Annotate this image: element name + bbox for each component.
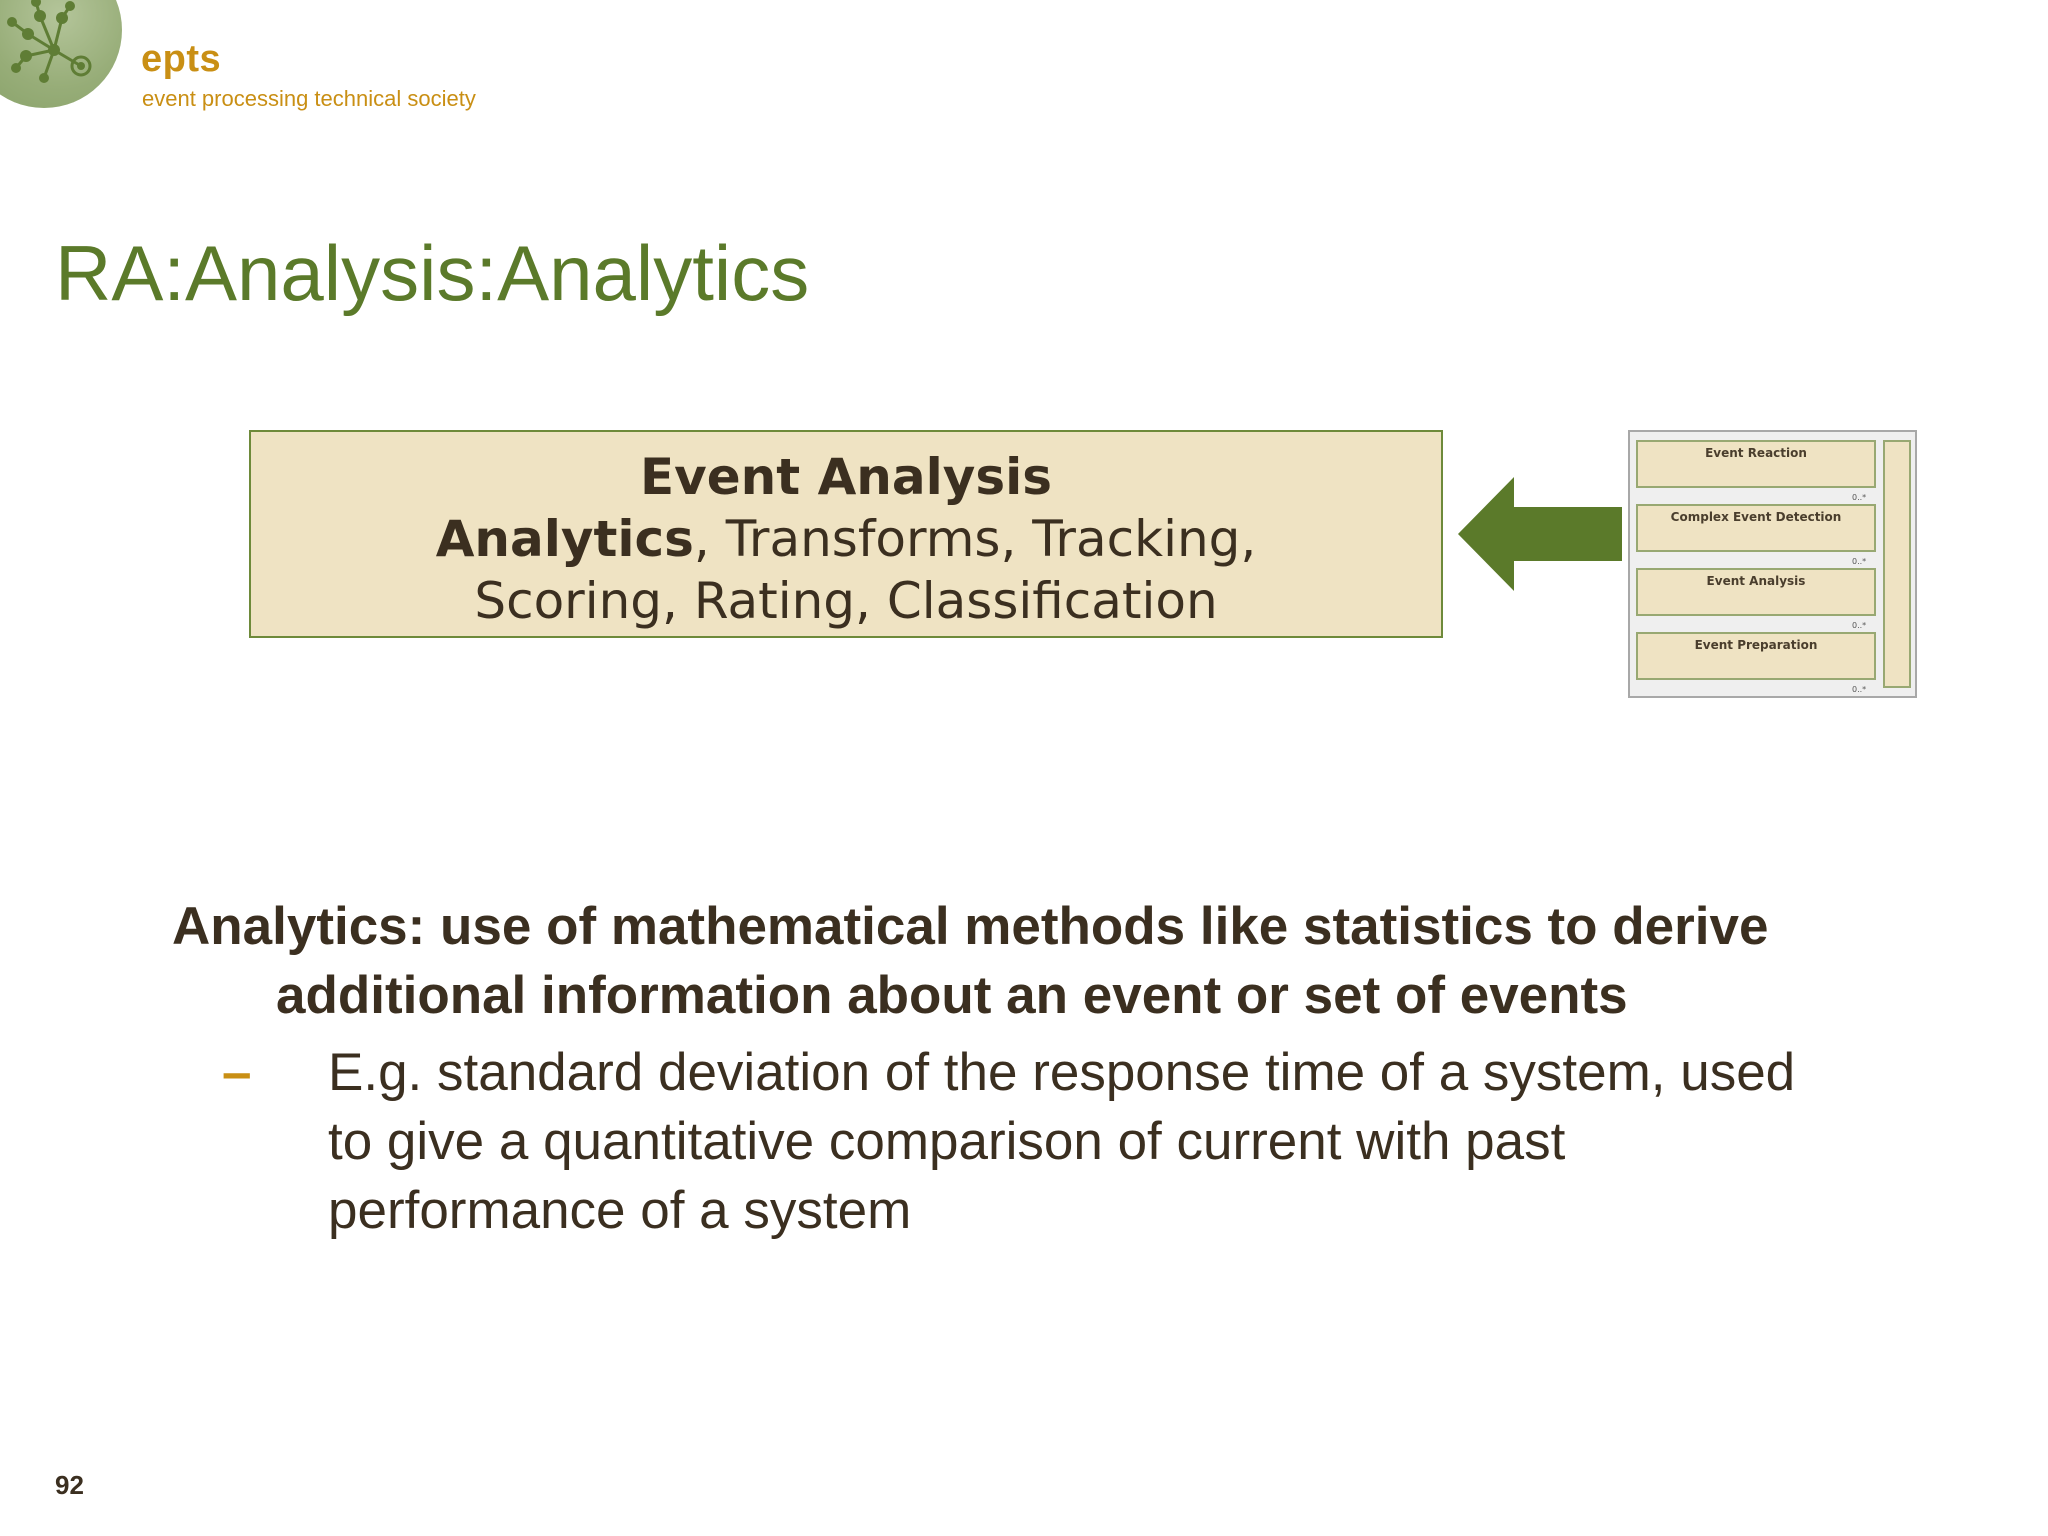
logo-name: epts bbox=[141, 38, 222, 80]
thumbnail-layer-label: Event Analysis bbox=[1706, 574, 1806, 588]
thumbnail-multiplicity: 0..* bbox=[1852, 557, 1867, 566]
box-line-3: Scoring, Rating, Classification bbox=[474, 572, 1218, 630]
main-bullet: Analytics: use of mathematical methods like statistics to derive additional information about an event or set of events bbox=[172, 897, 1769, 1025]
left-arrow-icon bbox=[1458, 477, 1622, 591]
sub-bullet-text: E.g. standard deviation of the response time of a system, used to give a quantitative comparison of current with past performance of a system bbox=[328, 1043, 1796, 1240]
thumbnail-layer-label: Complex Event Detection bbox=[1670, 510, 1842, 524]
epts-logo bbox=[0, 0, 560, 130]
thumbnail-side-bar bbox=[1883, 440, 1911, 688]
sub-bullet bbox=[172, 1038, 1812, 1245]
logo-tagline: event processing technical society bbox=[142, 86, 476, 111]
thumbnail-layer-event-reaction bbox=[1636, 440, 1876, 488]
network-dots-icon bbox=[0, 0, 122, 108]
thumbnail-layer-event-preparation bbox=[1636, 632, 1876, 680]
box-line-2-rest: , Transforms, Tracking, bbox=[693, 510, 1257, 568]
dash-bullet-icon: – bbox=[222, 1043, 252, 1102]
page-number: 92 bbox=[55, 1470, 84, 1500]
thumbnail-layer-label: Event Preparation bbox=[1694, 638, 1818, 652]
thumbnail-layer-label: Event Reaction bbox=[1705, 446, 1807, 460]
slide-title: RA:Analysis:Analytics bbox=[55, 229, 810, 317]
thumbnail-multiplicity: 0..* bbox=[1852, 685, 1867, 694]
slide-body bbox=[172, 892, 1812, 1245]
thumbnail-multiplicity: 0..* bbox=[1852, 493, 1867, 502]
box-line-2-bold: Analytics bbox=[435, 510, 694, 568]
event-analysis-box bbox=[249, 430, 1443, 638]
thumbnail-multiplicity: 0..* bbox=[1852, 621, 1867, 630]
thumbnail-layer-event-analysis bbox=[1636, 568, 1876, 616]
box-heading: Event Analysis bbox=[640, 448, 1052, 506]
box-line-2 bbox=[251, 508, 1441, 570]
reference-architecture-thumbnail bbox=[1628, 430, 1917, 698]
thumbnail-layer-complex-event-detection bbox=[1636, 504, 1876, 552]
